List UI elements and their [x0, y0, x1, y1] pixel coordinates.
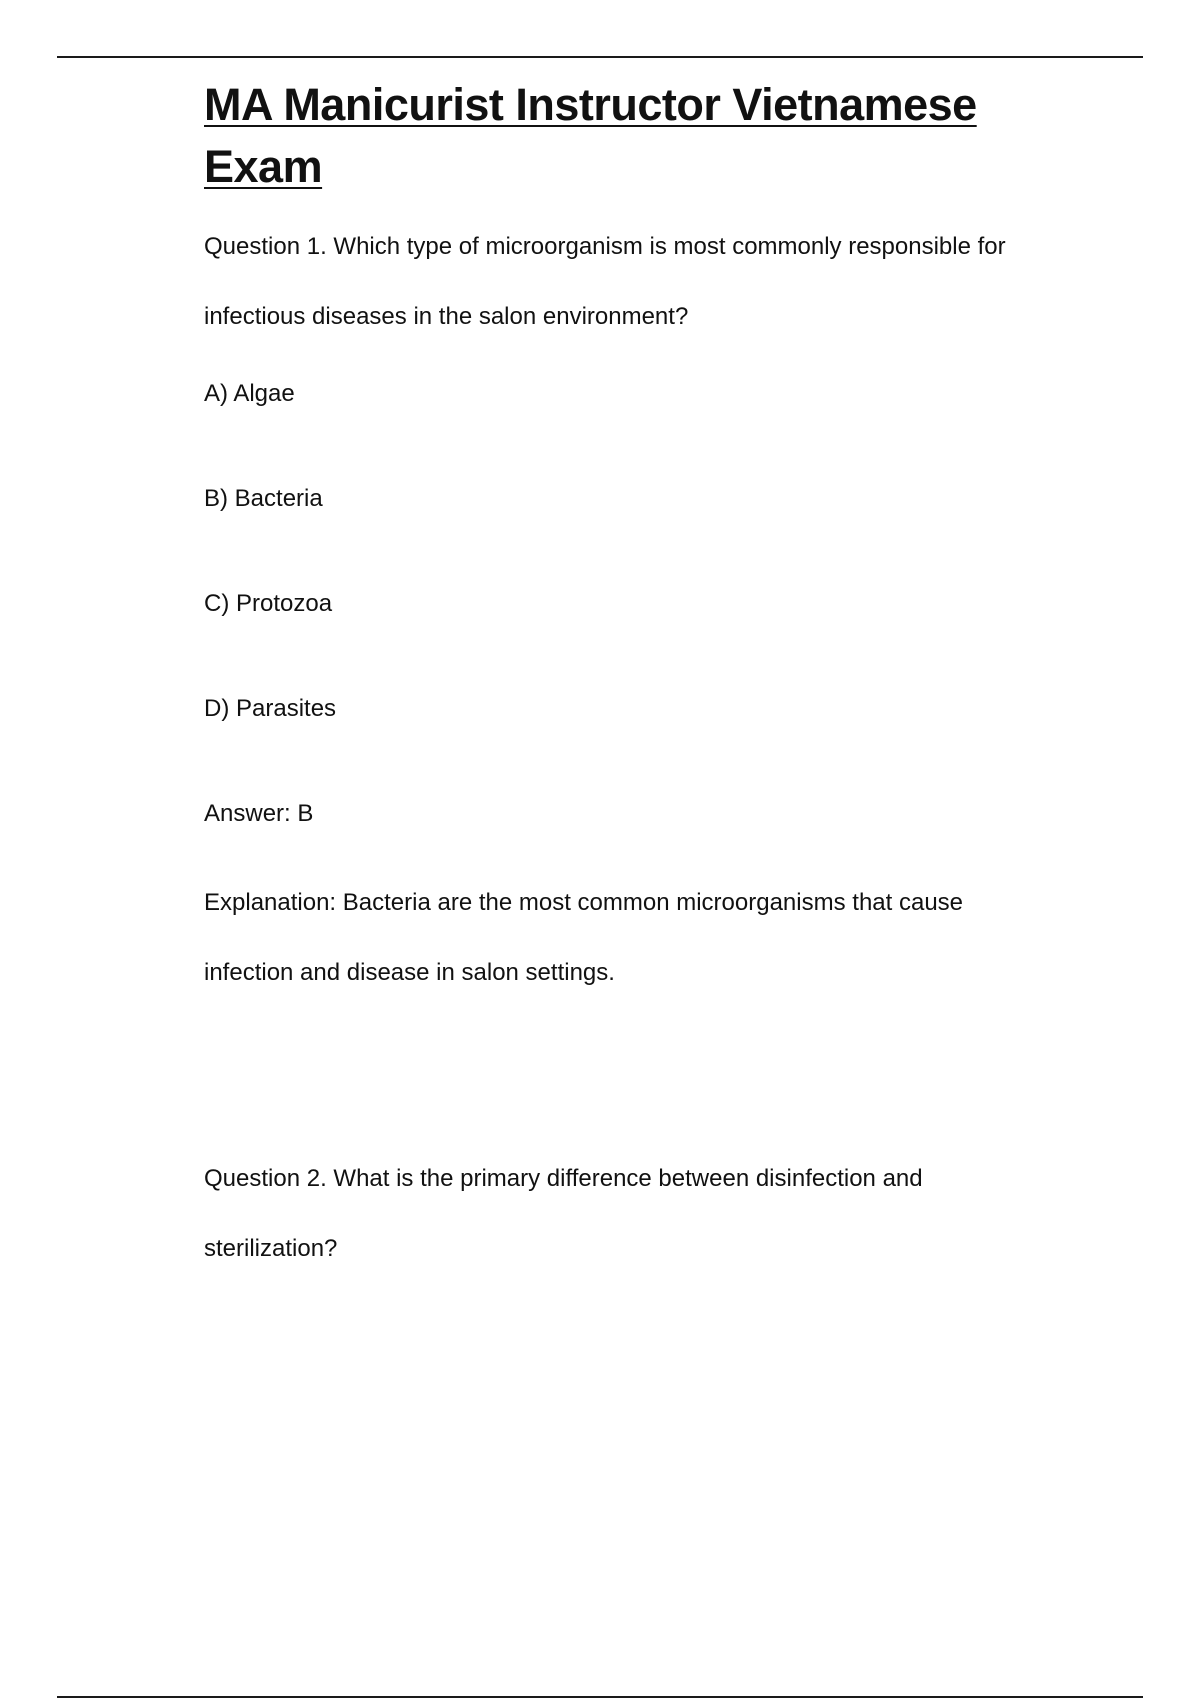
option-d: D) Parasites: [204, 695, 337, 722]
question-block-2: [204, 1144, 1034, 1284]
document-page: [204, 74, 1034, 1284]
question-text: Question 1. Which type of microorganism is most commonly responsible for infectious diseases in the salon environment?: [204, 233, 1006, 330]
top-divider: [57, 56, 1143, 58]
page-title: MA Manicurist Instructor Vietnamese Exam: [204, 79, 977, 192]
option-a: A) Algae: [204, 380, 295, 407]
option-c: C) Protozoa: [204, 590, 333, 617]
answer-line: Answer: B: [204, 800, 314, 827]
explanation-text: Explanation: Bacteria are the most common microorganisms that cause infection and disease in salon settings.: [204, 889, 964, 986]
option-b: B) Bacteria: [204, 485, 323, 512]
question-block-1: [204, 212, 1034, 1008]
question-text: Question 2. What is the primary difference between disinfection and sterilization?: [204, 1165, 923, 1262]
bottom-divider: [57, 1696, 1143, 1698]
answer-options: [204, 380, 1034, 723]
